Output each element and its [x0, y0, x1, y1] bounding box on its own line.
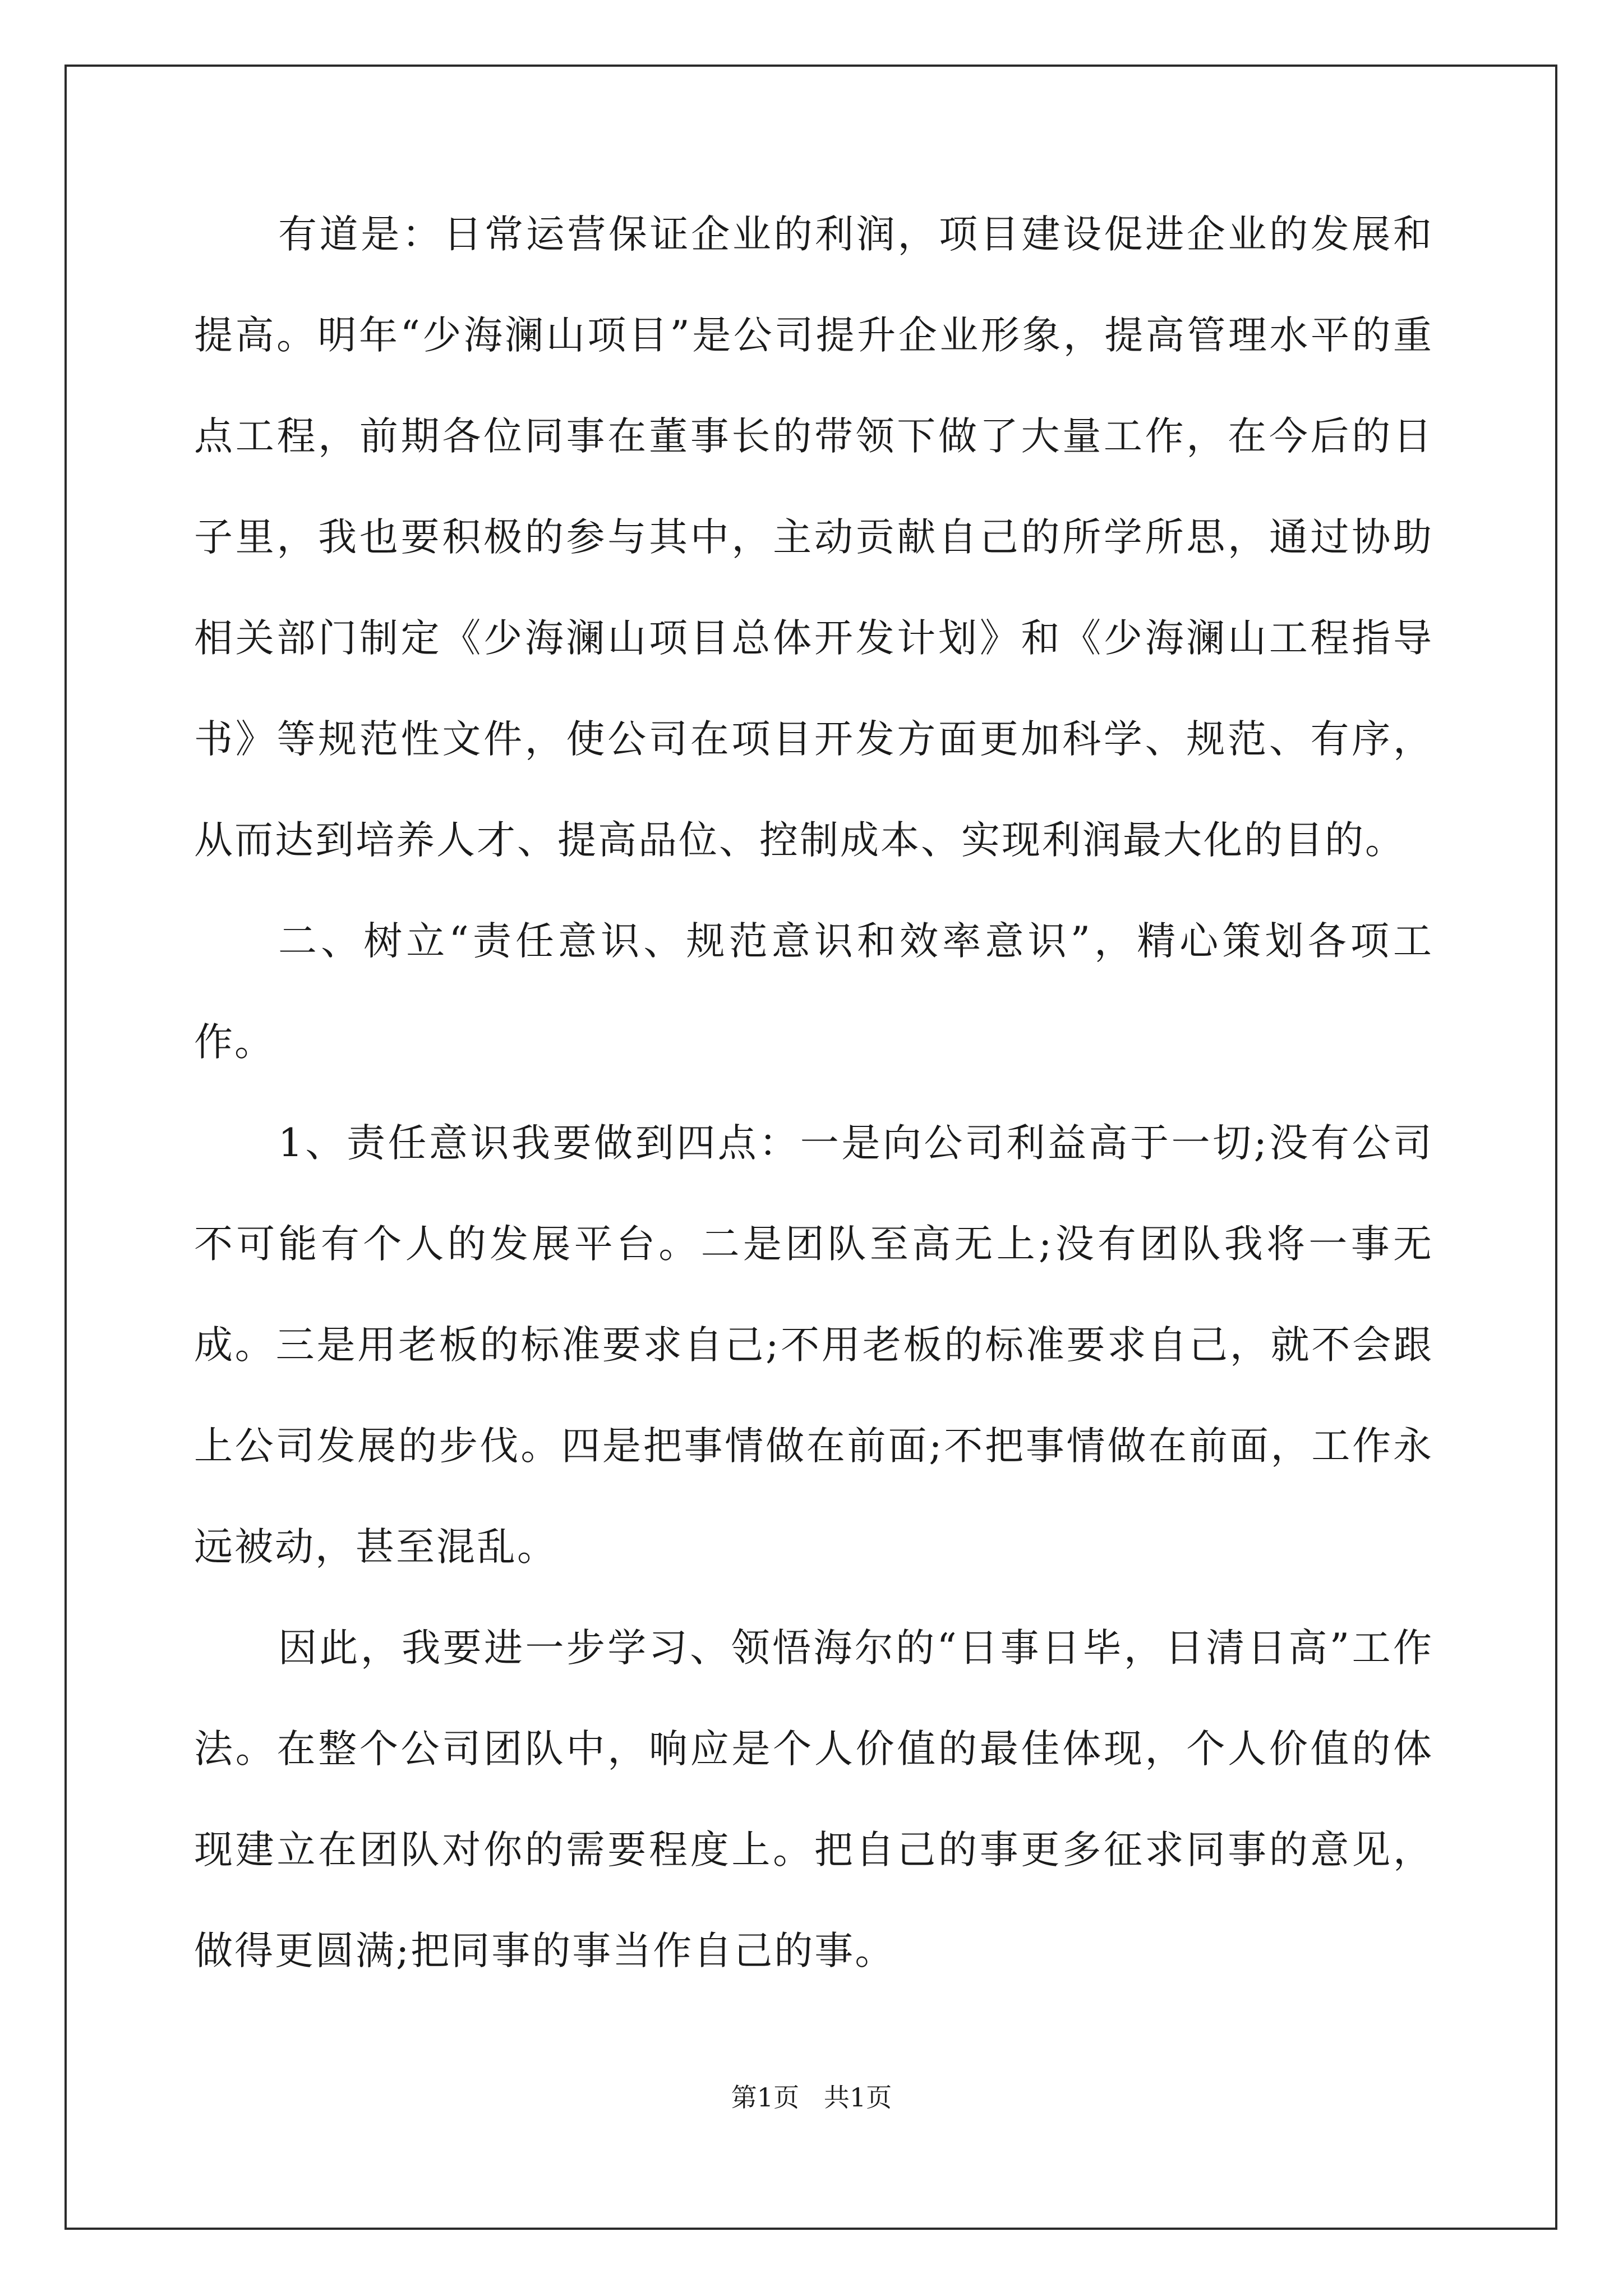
page-footer: 第1页 共1页 [731, 2082, 892, 2113]
paragraph-conclusion: 因此，我要进一步学习、领悟海尔的“日事日毕，日清日高”工作法。在整个公司团队中，响应是个人价值的最佳体现，个人价值的体现建立在团队对你的需要程度上。把自己的事更多征求同事的意见，做得更圆满;把同事的事当作自己的事。 [194, 1626, 1433, 1973]
paragraph-responsibility: 1、责任意识我要做到四点：一是向公司利益高于一切;没有公司不可能有个人的发展平台。二是团队至高无上;没有团队我将一事无成。三是用老板的标准要求自己;不用老板的标准要求自己，就不会跟上公司发展的步伐。四是把事情做在前面;不把事情做在前面，工作永远被动，甚至混乱。 [194, 1121, 1433, 1570]
document-body [194, 184, 1433, 2001]
paragraph-project: 有道是：日常运营保证企业的利润，项目建设促进企业的发展和提高。明年“少海澜山项目”是公司提升企业形象，提高管理水平的重点工程，前期各位同事在董事长的带领下做了大量工作，在今后的日子里，我也要积极的参与其中，主动贡献自己的所学所思，通过协助相关部门制定《少海澜山项目总体开发计划》和《少海澜山工程指导书》等规范性文件，使公司在项目开发方面更加科学、规范、有序，从而达到培养人才、提高品位、控制成本、实现利润最大化的目的。 [194, 212, 1433, 863]
paragraph-section-heading: 二、树立“责任意识、规范意识和效率意识”，精心策划各项工作。 [194, 919, 1433, 1065]
